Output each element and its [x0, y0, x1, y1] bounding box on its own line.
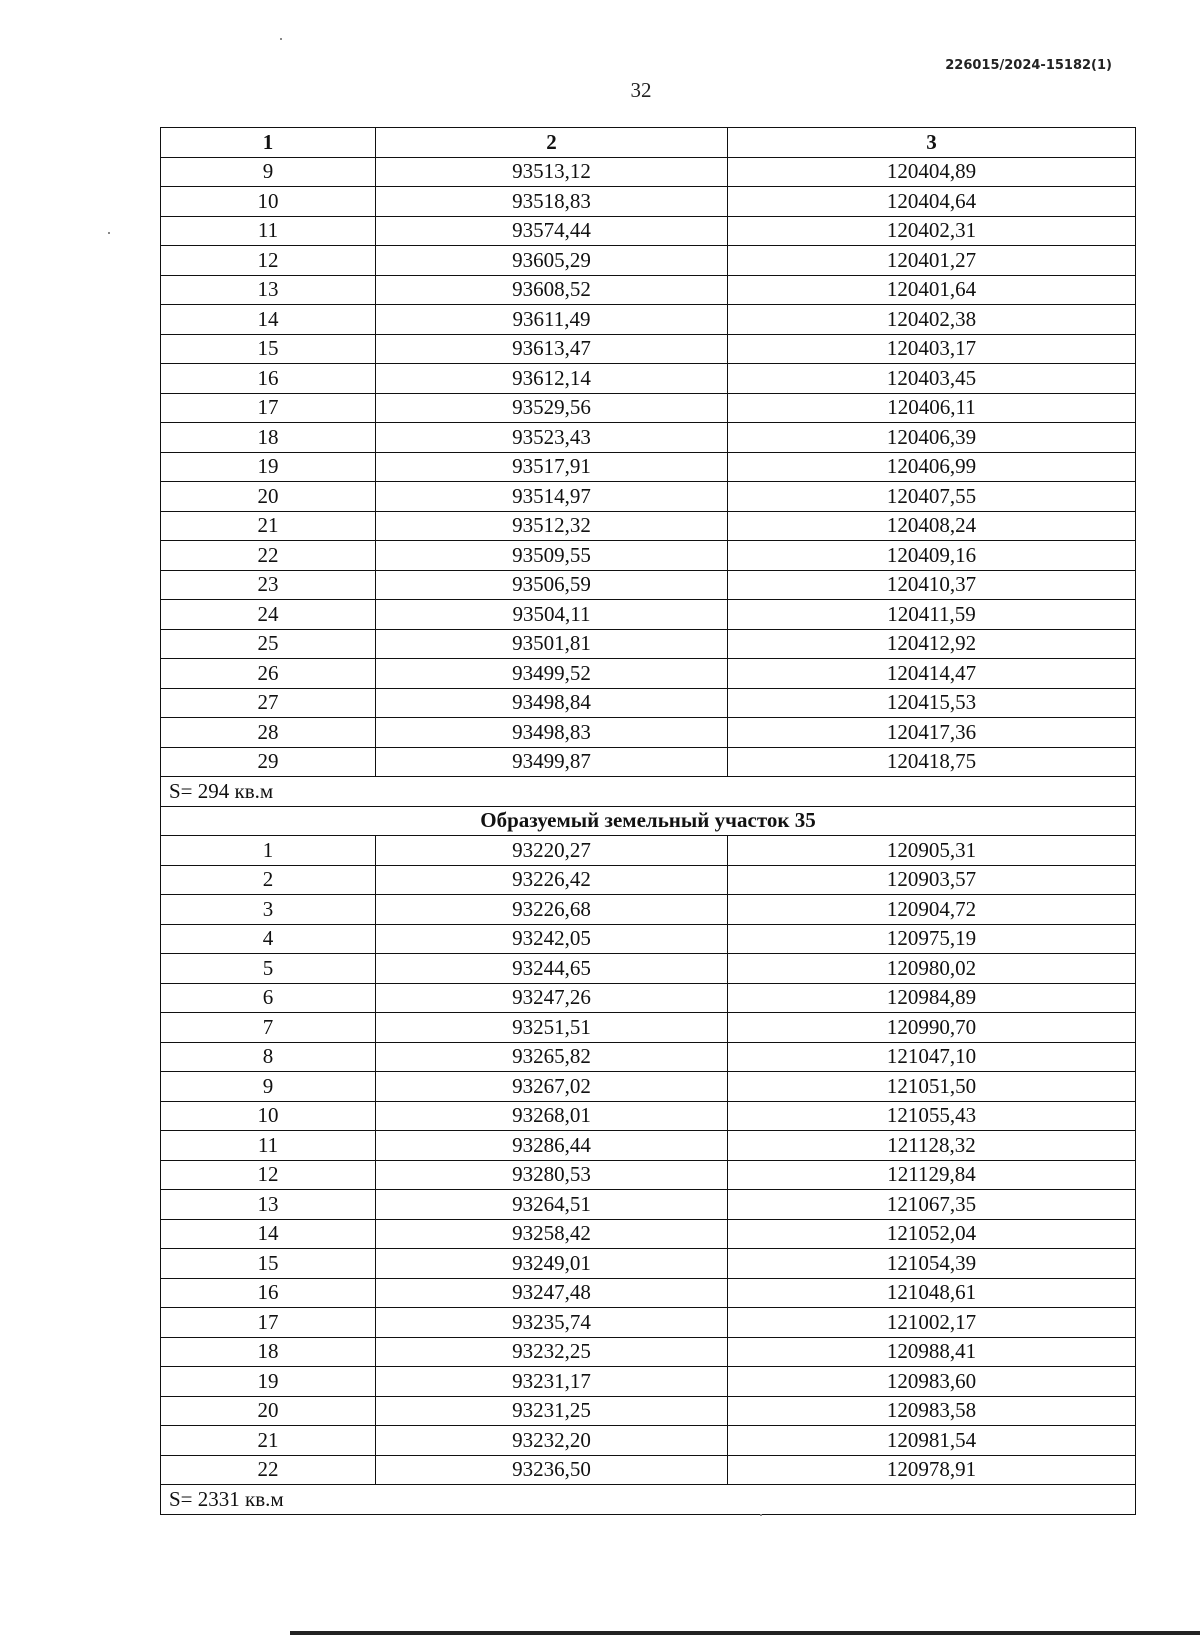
coordinate-y: 120978,91: [728, 1455, 1136, 1485]
coordinate-y: 121051,50: [728, 1072, 1136, 1102]
table-row: [161, 423, 1136, 453]
scan-speck: [280, 38, 282, 40]
coordinate-x: 93512,32: [376, 511, 728, 541]
point-number: 28: [161, 718, 376, 748]
coordinate-y: 120412,92: [728, 629, 1136, 659]
point-number: 16: [161, 364, 376, 394]
table-row: [161, 364, 1136, 394]
coordinate-x: 93506,59: [376, 570, 728, 600]
coordinate-y: 120975,19: [728, 924, 1136, 954]
table-row: [161, 541, 1136, 571]
point-number: 13: [161, 1190, 376, 1220]
coordinate-y: 120904,72: [728, 895, 1136, 925]
coordinate-x: 93501,81: [376, 629, 728, 659]
table-row: [161, 1249, 1136, 1279]
table-row: [161, 688, 1136, 718]
table-row: [161, 1042, 1136, 1072]
coordinate-y: 120401,27: [728, 246, 1136, 276]
point-number: 17: [161, 1308, 376, 1338]
table-row: [161, 1219, 1136, 1249]
coordinate-y: 120404,64: [728, 187, 1136, 217]
table-row: [161, 305, 1136, 335]
table-row: [161, 1072, 1136, 1102]
point-number: 21: [161, 511, 376, 541]
coordinate-y: 120905,31: [728, 836, 1136, 866]
coordinate-x: 93236,50: [376, 1455, 728, 1485]
point-number: 22: [161, 541, 376, 571]
table-row: [161, 1190, 1136, 1220]
table-body-part2: [161, 836, 1136, 1485]
coordinate-x: 93529,56: [376, 393, 728, 423]
table-row: [161, 1160, 1136, 1190]
coordinate-x: 93247,48: [376, 1278, 728, 1308]
table-row: [161, 393, 1136, 423]
point-number: 19: [161, 1367, 376, 1397]
table-row: [161, 1367, 1136, 1397]
coordinate-y: 120983,60: [728, 1367, 1136, 1397]
point-number: 20: [161, 1396, 376, 1426]
coordinate-x: 93231,17: [376, 1367, 728, 1397]
table-row: [161, 452, 1136, 482]
table-row: [161, 836, 1136, 866]
coordinate-x: 93499,87: [376, 747, 728, 777]
point-number: 13: [161, 275, 376, 305]
table-body-part1: [161, 157, 1136, 777]
table-row: [161, 1278, 1136, 1308]
point-number: 23: [161, 570, 376, 600]
coordinate-y: 121055,43: [728, 1101, 1136, 1131]
coordinate-y: 120403,45: [728, 364, 1136, 394]
point-number: 14: [161, 305, 376, 335]
coordinate-x: 93498,84: [376, 688, 728, 718]
point-number: 27: [161, 688, 376, 718]
point-number: 20: [161, 482, 376, 512]
point-number: 9: [161, 157, 376, 187]
table-row: [161, 570, 1136, 600]
coordinate-y: 120406,39: [728, 423, 1136, 453]
table-row: [161, 924, 1136, 954]
point-number: 10: [161, 1101, 376, 1131]
table-row: [161, 954, 1136, 984]
coordinate-x: 93235,74: [376, 1308, 728, 1338]
scan-speck: [760, 1514, 762, 1516]
coordinate-y: 120415,53: [728, 688, 1136, 718]
table-row: [161, 865, 1136, 895]
table-row: [161, 1337, 1136, 1367]
coordinate-x: 93280,53: [376, 1160, 728, 1190]
point-number: 4: [161, 924, 376, 954]
table-row: [161, 157, 1136, 187]
coordinate-x: 93523,43: [376, 423, 728, 453]
point-number: 29: [161, 747, 376, 777]
table-row: [161, 629, 1136, 659]
point-number: 22: [161, 1455, 376, 1485]
coordinate-y: 120408,24: [728, 511, 1136, 541]
column-header: 3: [728, 128, 1136, 158]
coordinate-y: 120414,47: [728, 659, 1136, 689]
coordinate-x: 93251,51: [376, 1013, 728, 1043]
point-number: 3: [161, 895, 376, 925]
coordinate-x: 93268,01: [376, 1101, 728, 1131]
coordinate-y: 120409,16: [728, 541, 1136, 571]
coordinate-x: 93267,02: [376, 1072, 728, 1102]
point-number: 14: [161, 1219, 376, 1249]
coordinate-y: 121129,84: [728, 1160, 1136, 1190]
coordinate-y: 120983,58: [728, 1396, 1136, 1426]
area-total: S= 294 кв.м: [161, 777, 1136, 807]
point-number: 2: [161, 865, 376, 895]
coordinate-y: 121047,10: [728, 1042, 1136, 1072]
point-number: 5: [161, 954, 376, 984]
coordinate-y: 120990,70: [728, 1013, 1136, 1043]
table-row: [161, 187, 1136, 217]
coordinate-y: 121048,61: [728, 1278, 1136, 1308]
coordinate-y: 120903,57: [728, 865, 1136, 895]
coordinate-x: 93265,82: [376, 1042, 728, 1072]
area-part1-body: [161, 777, 1136, 836]
coordinate-x: 93611,49: [376, 305, 728, 335]
coordinate-y: 120988,41: [728, 1337, 1136, 1367]
table-row: [161, 1455, 1136, 1485]
coordinate-x: 93258,42: [376, 1219, 728, 1249]
point-number: 15: [161, 334, 376, 364]
coordinate-x: 93514,97: [376, 482, 728, 512]
point-number: 1: [161, 836, 376, 866]
point-number: 11: [161, 216, 376, 246]
coordinate-y: 121067,35: [728, 1190, 1136, 1220]
coordinate-y: 120410,37: [728, 570, 1136, 600]
table-row: [161, 600, 1136, 630]
point-number: 9: [161, 1072, 376, 1102]
point-number: 24: [161, 600, 376, 630]
coordinate-y: 120404,89: [728, 157, 1136, 187]
coordinate-y: 120401,64: [728, 275, 1136, 305]
point-number: 12: [161, 246, 376, 276]
coordinate-y: 121128,32: [728, 1131, 1136, 1161]
coordinate-y: 120403,17: [728, 334, 1136, 364]
coordinate-y: 120406,99: [728, 452, 1136, 482]
coordinate-y: 120980,02: [728, 954, 1136, 984]
coordinate-x: 93220,27: [376, 836, 728, 866]
coordinate-y: 120418,75: [728, 747, 1136, 777]
coordinate-x: 93504,11: [376, 600, 728, 630]
table-row: [161, 1131, 1136, 1161]
scan-border: [290, 1631, 1200, 1635]
coordinates-table: [160, 127, 1136, 1515]
point-number: 11: [161, 1131, 376, 1161]
table-row: [161, 1308, 1136, 1338]
table-header-row: [161, 128, 1136, 158]
table-row: [161, 275, 1136, 305]
column-header: 1: [161, 128, 376, 158]
section-title-row: [161, 806, 1136, 836]
coordinate-y: 120411,59: [728, 600, 1136, 630]
area-row: [161, 1485, 1136, 1515]
coordinate-y: 121002,17: [728, 1308, 1136, 1338]
coordinate-x: 93517,91: [376, 452, 728, 482]
coordinate-x: 93509,55: [376, 541, 728, 571]
table-row: [161, 511, 1136, 541]
table-row: [161, 246, 1136, 276]
coordinate-x: 93232,25: [376, 1337, 728, 1367]
coordinate-x: 93242,05: [376, 924, 728, 954]
point-number: 12: [161, 1160, 376, 1190]
table-row: [161, 216, 1136, 246]
coordinate-x: 93574,44: [376, 216, 728, 246]
coordinate-x: 93244,65: [376, 954, 728, 984]
document-id: 226015/2024-15182(1): [945, 58, 1112, 73]
coordinate-y: 120984,89: [728, 983, 1136, 1013]
table-row: [161, 1101, 1136, 1131]
table-row: [161, 983, 1136, 1013]
coordinate-x: 93612,14: [376, 364, 728, 394]
coordinate-x: 93249,01: [376, 1249, 728, 1279]
point-number: 21: [161, 1426, 376, 1456]
coordinate-y: 120417,36: [728, 718, 1136, 748]
table-row: [161, 659, 1136, 689]
coordinate-x: 93247,26: [376, 983, 728, 1013]
point-number: 18: [161, 1337, 376, 1367]
coordinate-y: 120402,38: [728, 305, 1136, 335]
coordinate-x: 93498,83: [376, 718, 728, 748]
page-number: 32: [630, 78, 652, 102]
coordinate-x: 93608,52: [376, 275, 728, 305]
coordinate-x: 93264,51: [376, 1190, 728, 1220]
coordinate-x: 93226,42: [376, 865, 728, 895]
coordinate-x: 93226,68: [376, 895, 728, 925]
coordinate-x: 93518,83: [376, 187, 728, 217]
area-row: [161, 777, 1136, 807]
coordinate-y: 121052,04: [728, 1219, 1136, 1249]
point-number: 8: [161, 1042, 376, 1072]
column-header: 2: [376, 128, 728, 158]
table-row: [161, 334, 1136, 364]
area-part2-body: [161, 1485, 1136, 1515]
table-row: [161, 482, 1136, 512]
point-number: 19: [161, 452, 376, 482]
table-row: [161, 1426, 1136, 1456]
table-row: [161, 1013, 1136, 1043]
point-number: 7: [161, 1013, 376, 1043]
coordinate-y: 120402,31: [728, 216, 1136, 246]
point-number: 18: [161, 423, 376, 453]
coordinate-x: 93286,44: [376, 1131, 728, 1161]
point-number: 15: [161, 1249, 376, 1279]
section-title: Образуемый земельный участок 35: [161, 806, 1136, 836]
coordinate-x: 93231,25: [376, 1396, 728, 1426]
table-row: [161, 718, 1136, 748]
table-row: [161, 1396, 1136, 1426]
point-number: 25: [161, 629, 376, 659]
scan-speck: [108, 232, 110, 234]
coordinate-x: 93605,29: [376, 246, 728, 276]
table-row: [161, 747, 1136, 777]
area-total: S= 2331 кв.м: [161, 1485, 1136, 1515]
table-row: [161, 895, 1136, 925]
coordinate-x: 93232,20: [376, 1426, 728, 1456]
coordinate-x: 93513,12: [376, 157, 728, 187]
point-number: 17: [161, 393, 376, 423]
point-number: 16: [161, 1278, 376, 1308]
coordinate-y: 120981,54: [728, 1426, 1136, 1456]
point-number: 6: [161, 983, 376, 1013]
coordinate-x: 93499,52: [376, 659, 728, 689]
coordinate-y: 121054,39: [728, 1249, 1136, 1279]
coordinate-x: 93613,47: [376, 334, 728, 364]
coordinate-y: 120407,55: [728, 482, 1136, 512]
point-number: 26: [161, 659, 376, 689]
coordinate-y: 120406,11: [728, 393, 1136, 423]
point-number: 10: [161, 187, 376, 217]
